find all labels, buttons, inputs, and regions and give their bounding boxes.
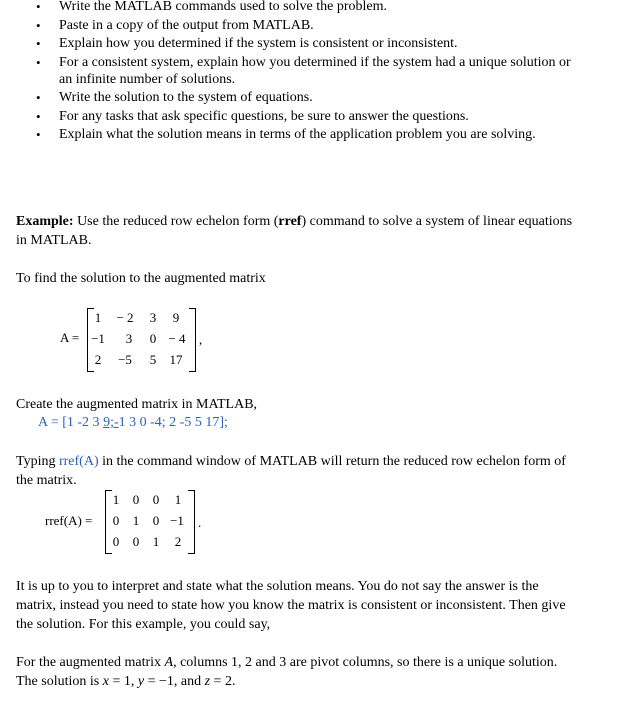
rref-keyword: rref [278, 214, 302, 229]
list-item: • Paste in a copy of the output from MATLAB. [36, 17, 314, 33]
cell: 1 [94, 310, 102, 325]
cell: 1 [132, 513, 140, 528]
matrix-rref-trailing: . [198, 515, 202, 530]
bullet-icon: • [36, 127, 41, 142]
cell: 2 [174, 534, 182, 549]
list-item: • Write the solution to the system of equations. [36, 90, 313, 105]
cell: 5 [149, 352, 157, 367]
example-label: Example: [16, 214, 74, 229]
typing-paragraph: Typing rref(A) in the command window of MATLAB will return the reduced row echelon form of the matrix. [16, 454, 566, 488]
cell: 0 [132, 492, 140, 507]
cell: 1 [152, 534, 160, 549]
cell: 1 [112, 492, 120, 507]
cell: 17 [169, 352, 183, 367]
bullet-icon: • [36, 90, 41, 105]
cell: 0 [112, 513, 120, 528]
cell: −5 [118, 352, 132, 367]
list-item: • Explain what the solution means in terms of the application problem you are solving. [36, 127, 536, 142]
create-text: Create the augmented matrix in MATLAB, [16, 397, 258, 412]
right-bracket [188, 490, 195, 554]
list-item: • Explain how you determined if the system is consistent or inconsistent. [36, 36, 458, 51]
cell: 1 [174, 492, 182, 507]
cell: 0 [112, 534, 120, 549]
bullet-icon: • [36, 36, 41, 51]
cell: − 4 [168, 331, 186, 346]
matrix-rref [45, 490, 215, 554]
cell: − 2 [116, 310, 134, 325]
example-paragraph: Example: Use the reduced row echelon form (rref) command to solve a system of linear equations in MATLAB. [16, 214, 573, 248]
cell: 3 [125, 331, 133, 346]
matrix-a [60, 308, 210, 372]
bullet-icon: • [36, 0, 41, 14]
matlab-command: A = [1 -2 3 9;-1 3 0 -4; 2 -5 5 17]; [38, 415, 228, 430]
bullet-icon: • [36, 17, 41, 33]
instruction-list [0, 0, 579, 145]
list-item: • For any tasks that ask specific questions, be sure to answer the questions. [36, 108, 469, 124]
matrix-rref-name: rref(A) = [45, 513, 93, 528]
right-bracket [189, 308, 196, 372]
cell: 0 [152, 513, 160, 528]
rref-command: rref(A) [58, 454, 99, 469]
cell: −1 [91, 331, 105, 346]
conclusion-paragraph: For the augmented matrix A, columns 1, 2 and 3 are pivot columns, so there is a unique solution. The solution is x = 1, y = −1, and z = 2. [16, 655, 558, 689]
list-item: • For a consistent system, explain how you determined if the system had a unique solution or an infinite number of solutions. [36, 54, 571, 87]
bullet-icon: • [36, 54, 41, 70]
interpret-paragraph: It is up to you to interpret and state what the solution means. You do not say the answer is the matrix, instead you need to state how you know the matrix is consistent or inconsistent. Then give the solution. For this example, you could say, [16, 579, 566, 632]
cell: 9 [172, 310, 180, 325]
bullet-icon: • [36, 108, 41, 124]
cell: −1 [170, 513, 184, 528]
cell: 0 [132, 534, 140, 549]
find-text: To find the solution to the augmented matrix [16, 271, 266, 286]
cell: 0 [152, 492, 160, 507]
matrix-a-name: A = [60, 330, 80, 345]
cell: 2 [94, 352, 102, 367]
cell: 0 [149, 331, 157, 346]
cell: 3 [149, 310, 157, 325]
matrix-a-trailing: , [199, 332, 203, 347]
list-item: • Write the MATLAB commands used to solve the problem. [36, 0, 387, 14]
